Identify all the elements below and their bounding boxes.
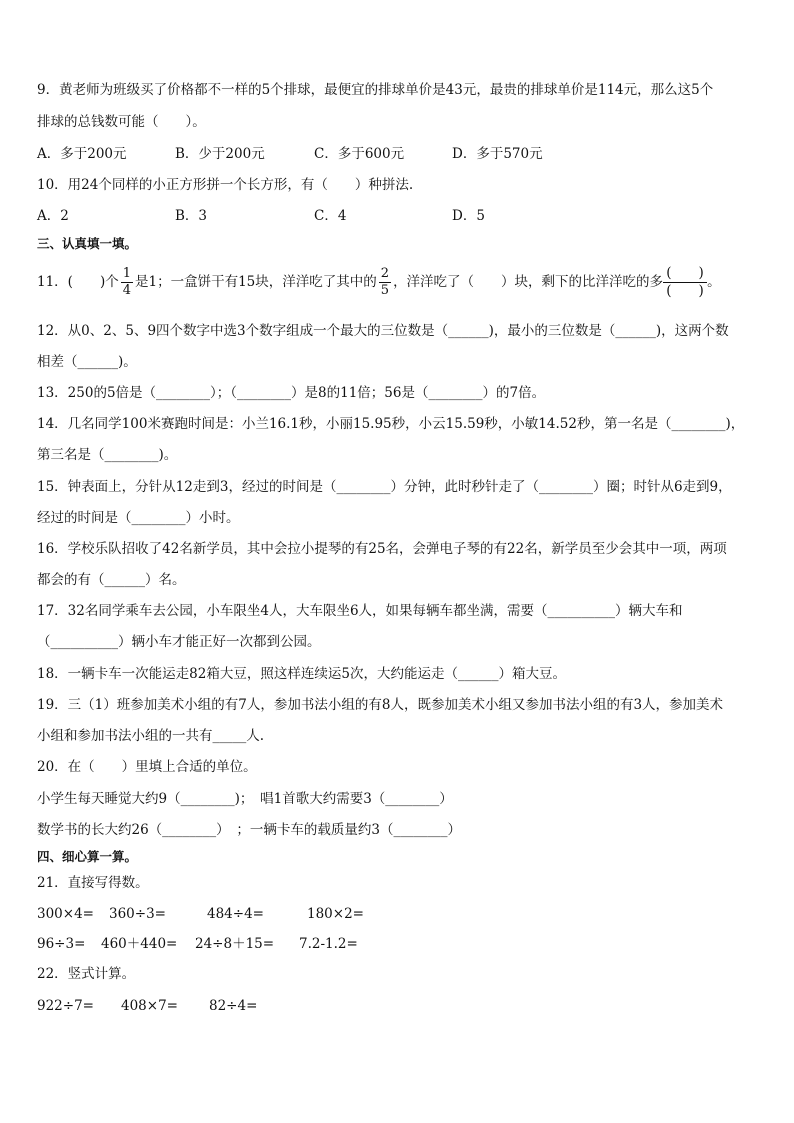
- q16-line1: 16．学校乐队招收了42名新学员，其中会拉小提琴的有25名，会弹电子琴的有22名，新学员至少会其中一项，两项: [37, 541, 727, 557]
- calc-item: 922÷7=: [37, 998, 94, 1014]
- calc-item: 408×7=: [121, 998, 178, 1014]
- q10-option-c: C．4: [314, 208, 347, 224]
- q14-line1: 14．几名同学100米赛跑时间是：小兰16.1秒，小丽15.95秒，小云15.59秒，小敏14.52秒，第一名是（________)，: [37, 416, 745, 432]
- calc-item: 96÷3=: [37, 936, 86, 952]
- calc-item: 460＋440=: [101, 936, 178, 952]
- q11-line: [37, 262, 721, 302]
- q13-line1: 13．250的5倍是（________）；（________）是8的11倍；56是（________）的7倍。: [37, 385, 546, 401]
- q9-option-c: C．多于600元: [314, 146, 405, 162]
- fraction-denominator: 4: [122, 283, 131, 298]
- calc-item: 360÷3=: [109, 906, 166, 922]
- q11-part1: 11．( )个: [37, 274, 119, 290]
- q20-line1: 20．在（ ）里填上合适的单位。: [37, 759, 257, 775]
- q10-option-a: A．2: [37, 208, 69, 224]
- calc-item: 24÷8＋15=: [195, 936, 275, 952]
- calc-item: 300×4=: [37, 906, 94, 922]
- q22-title: 22．竖式计算。: [37, 966, 136, 982]
- q12-line1: 12．从0、2、5、9四个数字中选3个数字组成一个最大的三位数是（______)，最小的三位数是（______)，这两个数: [37, 323, 729, 339]
- q20-line2: 小学生每天睡觉大约9（________)； 唱1首歌大约需要3（________）: [37, 791, 453, 807]
- q9-line1: 9．黄老师为班级买了价格都不一样的5个排球，最便宜的排球单价是43元，最贵的排球单价是114元，那么这5个: [37, 82, 714, 98]
- q21-title: 21．直接写得数。: [37, 875, 149, 891]
- calc-item: 7.2-1.2=: [299, 936, 358, 952]
- section-3-heading: 三、认真填一填。: [37, 236, 138, 251]
- q9-line2: 排球的总钱数可能（ ）。: [37, 114, 206, 130]
- q11-part2: 是1；一盒饼干有15块，洋洋吃了其中的: [135, 274, 377, 290]
- q11-fraction-2-5: [379, 267, 391, 298]
- q9-option-d: D．多于570元: [452, 146, 543, 162]
- q11-fraction-1-4: [121, 267, 133, 298]
- section-4-heading: 四、细心算一算。: [37, 849, 138, 864]
- q14-line2: 第三名是（________)。: [37, 447, 178, 463]
- fraction-numerator: 2: [380, 266, 390, 281]
- q15-line1: 15．钟表面上，分针从12走到3，经过的时间是（________）分钟，此时秒针走了（________）圈；时针从6走到9，: [37, 479, 732, 495]
- q20-line3: 数学书的长大约26（________） ；一辆卡车的载质量约3（________）: [37, 822, 462, 838]
- q11-part4: 。: [707, 274, 721, 290]
- fraction-denominator: 5: [380, 283, 390, 298]
- q9-option-b: B．少于200元: [175, 146, 265, 162]
- q17-line2: （__________）辆小车才能正好一次都到公园。: [37, 634, 321, 650]
- q16-line2: 都会的有（______）名。: [37, 572, 186, 588]
- blank-numerator: ( ): [666, 265, 704, 281]
- calc-item: 484÷4=: [207, 906, 264, 922]
- fraction-numerator: 1: [122, 266, 131, 281]
- q19-line1: 19．三（1）班参加美术小组的有7人，参加书法小组的有8人，既参加美术小组又参加书法小组的有3人，参加美术: [37, 697, 724, 713]
- q9-option-a: A．多于200元: [37, 146, 127, 162]
- q17-line1: 17．32名同学乘车去公园，小车限坐4人，大车限坐6人，如果每辆车都坐满，需要（__________）辆大车和: [37, 603, 683, 619]
- q11-part3: ，洋洋吃了（ ）块，剩下的比洋洋吃的多: [393, 274, 664, 290]
- blank-denominator: ( ): [666, 283, 704, 299]
- q10-line1: 10．用24个同样的小正方形拼一个长方形，有（ ）种拼法.: [37, 177, 414, 193]
- calc-item: 82÷4=: [209, 998, 258, 1014]
- q18-line1: 18．一辆卡车一次能运走82箱大豆，照这样连续运5次，大约能运走（______）箱大豆。: [37, 666, 566, 682]
- calc-item: 180×2=: [307, 906, 364, 922]
- q12-line2: 相差（______)。: [37, 354, 137, 370]
- q15-line2: 经过的时间是（________）小时。: [37, 510, 240, 526]
- q19-line2: 小组和参加书法小组的一共有_____人.: [37, 728, 265, 744]
- q10-option-b: B．3: [175, 208, 208, 224]
- q11-blank-fraction[interactable]: [663, 266, 707, 299]
- q10-option-d: D．5: [452, 208, 485, 224]
